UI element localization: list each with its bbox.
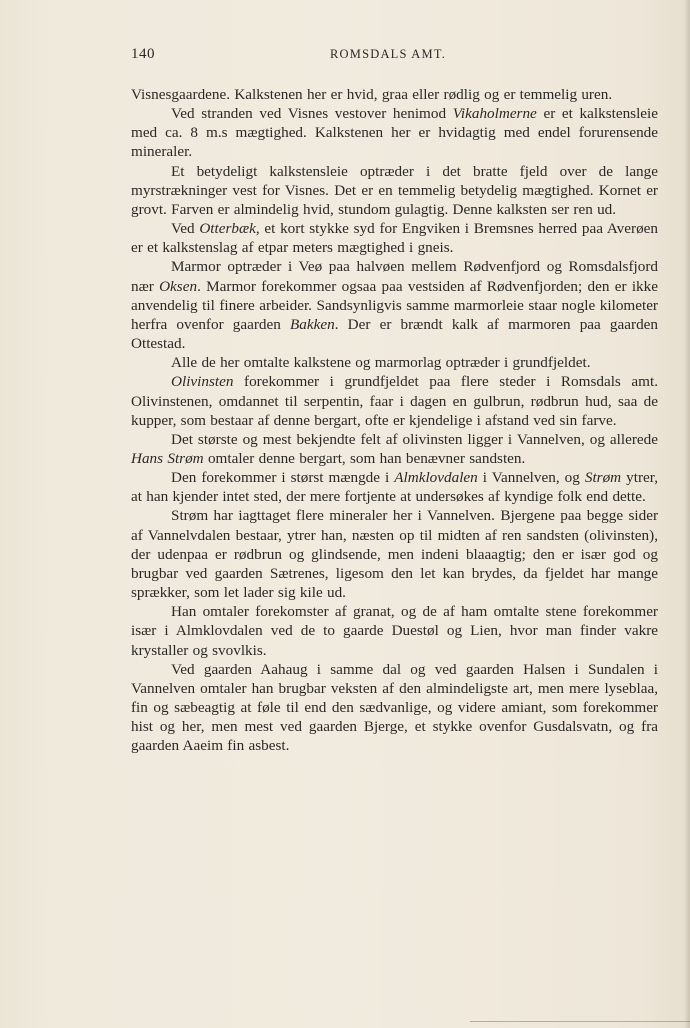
text-run: Strøm har iagttaget flere mineraler her i Vannelven. Bjergene paa begge sider af Vannelvdalen bestaar, ytrer han, næsten op til midten af ren sandsten (olivinsten), der udenpaa er rødbrun og glindsende, men indeni blaaagtig; den er især god og brugbar ved gaarden Sætrenes, ligesom den let kan brydes, da fjeldet har mange sprækker, som let lader sig kile ud. xyxy=(131,507,658,602)
text-run: Ved gaarden Aahaug i samme dal og ved gaarden Halsen i Sundalen i Vannelven omtaler han brugbar veksten af den almindeligste art, men mere lyseblaa, fin og sæbeagtig at føle til end den sædvanlige, og videre amiant, som forekommer hist og her, men mest ved gaarden Bjerge, et stykke ovenfor Gusdalsvatn, og fra gaarden Aaeim fin asbest. xyxy=(131,660,658,755)
text-run: Ved xyxy=(171,220,200,238)
italic-term: Strøm xyxy=(584,469,622,487)
text-run: omtaler denne bergart, som han benævner sandsten. xyxy=(203,449,526,467)
paragraph xyxy=(131,257,658,353)
paragraph xyxy=(131,430,658,468)
text-run: Ved stranden ved Visnes vestover henimod xyxy=(171,105,453,123)
text-run: ytrer, at han kjender intet sted, der mere fortjente at undersøkes af kyndige folk end dette. xyxy=(131,469,659,506)
text-run: . Der er brændt kalk af marmoren paa gaarden Ottestad. xyxy=(131,315,658,353)
page-number: 140 xyxy=(131,46,155,62)
text-run: , et kort stykke syd for Engviken i Bremsnes herred paa Averøen er et kalkstenslag af etpar meters mægtighed i gneis. xyxy=(131,220,658,257)
paragraph xyxy=(131,602,658,659)
italic-term: Vikaholmerne xyxy=(452,105,537,123)
text-run: Marmor optræder i Veø paa halvøen mellem Rødvenfjord og Romsdalsfjord nær xyxy=(131,258,658,295)
paragraph xyxy=(131,219,658,257)
paragraph xyxy=(131,468,658,506)
italic-term: Otterbæk xyxy=(199,220,256,238)
paragraph xyxy=(131,162,658,219)
page-header xyxy=(131,46,658,66)
text-run: . Marmor forekommer ogsaa paa vestsiden af Rødvenfjorden; den er ikke anvendelig til finere arbeider. Sandsynligvis samme marmorleie staar nogle kilometer herfra ovenfor gaarden xyxy=(131,277,658,333)
text-run: Visnesgaardene. Kalkstenen her er hvid, graa eller rødlig og er temmelig uren. xyxy=(131,86,613,103)
text-run: Han omtaler forekomster af granat, og de af ham omtalte stene forekommer især i Almklovdalen ved de to gaarde Duestøl og Lien, hvor man finder vakre krystaller og svovlkis. xyxy=(131,603,658,659)
text-run: er et kalkstensleie med ca. 8 m.s mægtighed. Kalkstenen her er hvidagtig med endel forurensende mineraler. xyxy=(131,105,658,161)
paragraph xyxy=(131,660,658,756)
italic-term: Hans Strøm xyxy=(131,449,204,467)
italic-term: Almklovdalen xyxy=(394,469,478,487)
text-run: Et betydeligt kalkstensleie optræder i det bratte fjeld over de lange myrstrækninger vest for Visnes. Det er en temmelig betydelig mægtighed. Kornet er grovt. Farven er almindelig hvid, stundom gulagtig. Denne kalksten ser ren ud. xyxy=(131,162,658,218)
running-head: ROMSDALS AMT. xyxy=(330,47,447,61)
paragraph xyxy=(131,506,658,602)
text-run: forekommer i grundfjeldet paa flere steder i Romsdals amt. Olivinstenen, omdannet til serpentin, faar i dagen en gulbrun, rødbrun hud, saa de kupper, som bestaar af denne bergart, ofte er kjendelige i afstand ved sin farve. xyxy=(131,373,658,429)
italic-term: Olivinsten xyxy=(171,373,234,391)
body-text xyxy=(131,85,658,755)
page-edge-line xyxy=(470,1021,690,1022)
paragraph xyxy=(131,104,658,161)
paragraph xyxy=(131,353,658,372)
italic-term: Oksen xyxy=(159,277,198,295)
paragraph xyxy=(131,85,658,104)
paragraph xyxy=(131,372,658,429)
text-run: Alle de her omtalte kalkstene og marmorlag optræder i grundfjeldet. xyxy=(171,354,591,372)
text-run: Den forekommer i størst mængde i xyxy=(171,469,395,487)
page-edge-shadow xyxy=(684,0,690,1028)
italic-term: Bakken xyxy=(290,315,335,333)
text-run: Det største og mest bekjendte felt af olivinsten ligger i Vannelven, og allerede xyxy=(171,430,658,448)
text-run: i Vannelven, og xyxy=(477,469,585,487)
